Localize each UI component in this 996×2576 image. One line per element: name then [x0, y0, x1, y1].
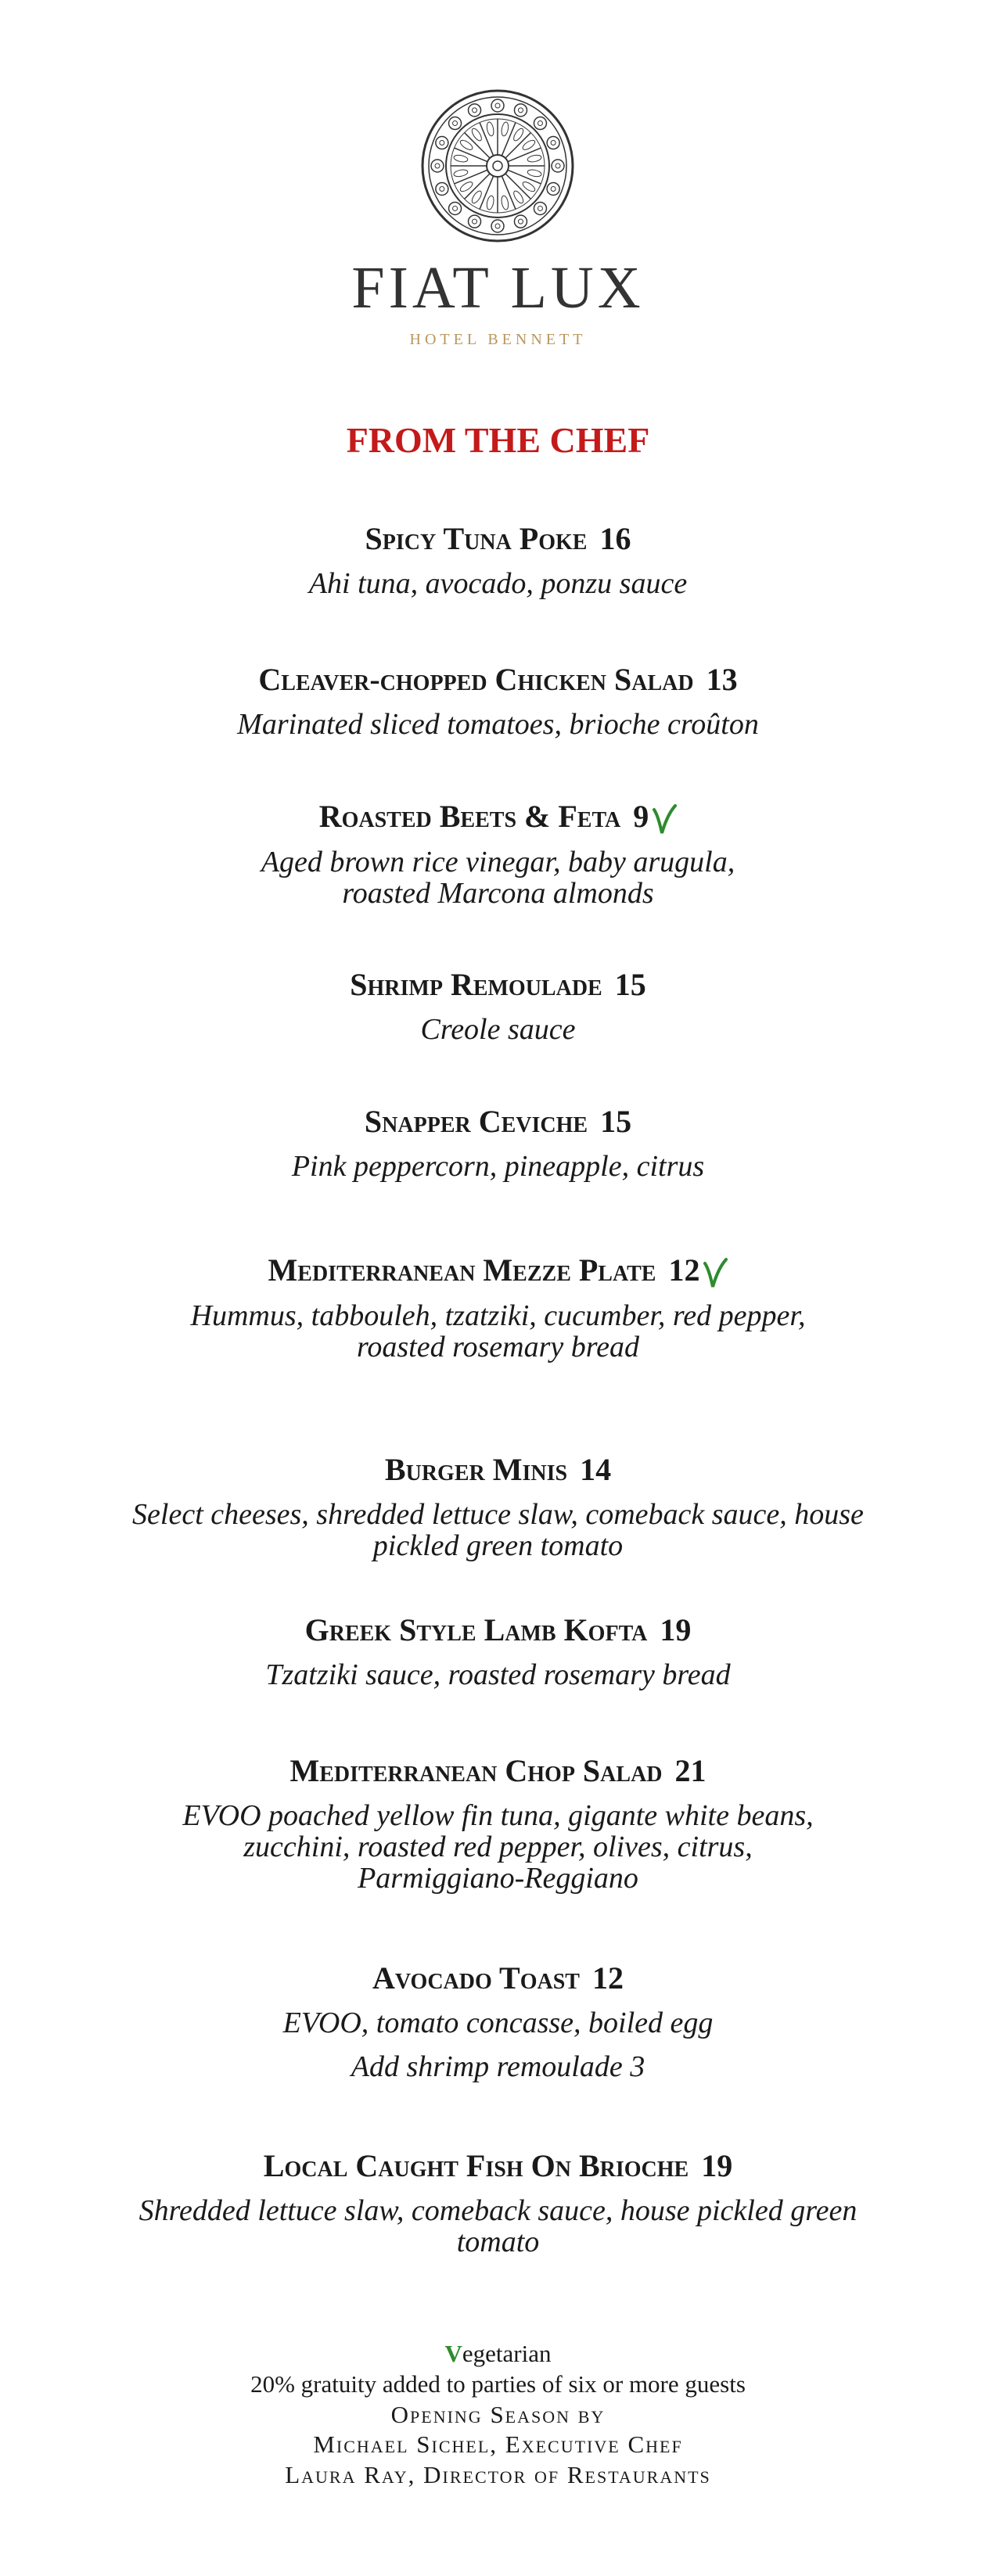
brand-subtitle: HOTEL BENNETT [409, 331, 587, 348]
menu-item-price: 12 [668, 1252, 700, 1288]
menu-item-heading [47, 1451, 949, 1489]
menu-item-price: 19 [701, 2148, 733, 2183]
menu-item-name: Avocado Toast [372, 1960, 580, 1996]
menu-item-name: Cleaver-chopped Chicken Salad [258, 662, 694, 697]
menu-item-heading [47, 2147, 949, 2185]
menu-item-description: Select cheeses, shredded lettuce slaw, comeback sauce, house pickled green tomato [132, 1498, 864, 1562]
vegetarian-icon [703, 1257, 728, 1290]
menu-item [47, 1752, 949, 1895]
menu-item-description: Marinated sliced tomatoes, brioche croûton [237, 708, 759, 741]
menu-item-description: Shredded lettuce slaw, comeback sauce, house pickled green tomato [138, 2194, 858, 2258]
menu-item-heading [47, 1252, 949, 1290]
menu-item [47, 1451, 949, 1562]
menu-footer [0, 2339, 996, 2491]
menu-item-description: Add shrimp remoulade 3 [351, 2050, 645, 2083]
menu-item [47, 661, 949, 741]
menu-item [47, 1103, 949, 1183]
menu-item-price: 12 [591, 1960, 624, 1996]
menu-item-name: Shrimp Remoulade [350, 967, 602, 1002]
menu-item-price: 14 [580, 1452, 612, 1487]
section-title: FROM THE CHEF [346, 420, 650, 460]
director-credit: Laura Ray, Director of Restaurants [285, 2461, 711, 2488]
menu-item-description: Tzatziki sauce, roasted rosemary bread [265, 1658, 731, 1691]
menu-item-heading [47, 798, 949, 836]
menu-item-heading [47, 520, 949, 558]
menu-item-heading [47, 966, 949, 1004]
menu-item-name: Roasted Beets & Feta [318, 799, 621, 834]
menu-item-price: 9 [633, 799, 649, 834]
menu-item-heading [47, 661, 949, 699]
menu-item-description: EVOO, tomato concasse, boiled egg [282, 2007, 714, 2039]
menu-item [47, 966, 949, 1046]
menu-item-name: Spicy Tuna Poke [365, 521, 588, 556]
menu-item-price: 19 [660, 1612, 692, 1647]
menu-item [47, 1960, 949, 2083]
menu-item-description: Creole sauce [420, 1013, 576, 1046]
menu-item-heading [47, 1752, 949, 1790]
menu-item-heading [47, 1960, 949, 1997]
menu-item [47, 520, 949, 600]
menu-item-description: Aged brown rice vinegar, baby arugula, roasted Marcona almonds [261, 845, 735, 910]
menu-item-price: 15 [614, 967, 646, 1002]
opening-season-line: Opening Season by [390, 2400, 606, 2428]
brand-title: FIAT LUX [351, 255, 645, 321]
menu-item-name: Mediterranean Chop Salad [289, 1753, 663, 1788]
menu-item-price: 21 [674, 1753, 707, 1788]
menu-item [47, 1252, 949, 1363]
menu-item-name: Burger Minis [384, 1452, 568, 1487]
menu-item-description: Ahi tuna, avocado, ponzu sauce [308, 567, 688, 600]
vegetarian-legend-text: egetarian [462, 2340, 552, 2367]
vegetarian-icon [652, 803, 677, 836]
menu-item-description: Pink peppercorn, pineapple, citrus [291, 1150, 705, 1183]
menu-item-name: Local Caught Fish On Brioche [263, 2148, 689, 2183]
menu-item-name: Greek Style Lamb Kofta [304, 1612, 648, 1647]
menu-item [47, 1611, 949, 1691]
gratuity-note: 20% gratuity added to parties of six or more guests [250, 2369, 746, 2398]
menu-item-name: Mediterranean Mezze Plate [268, 1252, 656, 1288]
menu-item [47, 798, 949, 910]
menu-item-price: 13 [706, 662, 738, 697]
menu-item-price: 16 [599, 521, 631, 556]
menu-item-heading [47, 1103, 949, 1141]
menu-item-description: EVOO poached yellow fin tuna, gigante white beans, zucchini, roasted red pepper, olives, citrus, Parmiggiano-Reggiano [182, 1799, 814, 1895]
menu-item-price: 15 [600, 1104, 632, 1139]
executive-chef-credit: Michael Sichel, Executive Chef [313, 2430, 683, 2459]
menu-item-name: Snapper Ceviche [364, 1104, 588, 1139]
rose-window-logo-icon [419, 88, 576, 244]
vegetarian-legend-mark: V [444, 2340, 462, 2367]
vegetarian-legend [0, 2339, 996, 2369]
menu-item [47, 2147, 949, 2258]
menu-item-description: Hummus, tabbouleh, tzatziki, cucumber, red pepper, roasted rosemary bread [190, 1299, 806, 1363]
menu-item-heading [47, 1611, 949, 1649]
